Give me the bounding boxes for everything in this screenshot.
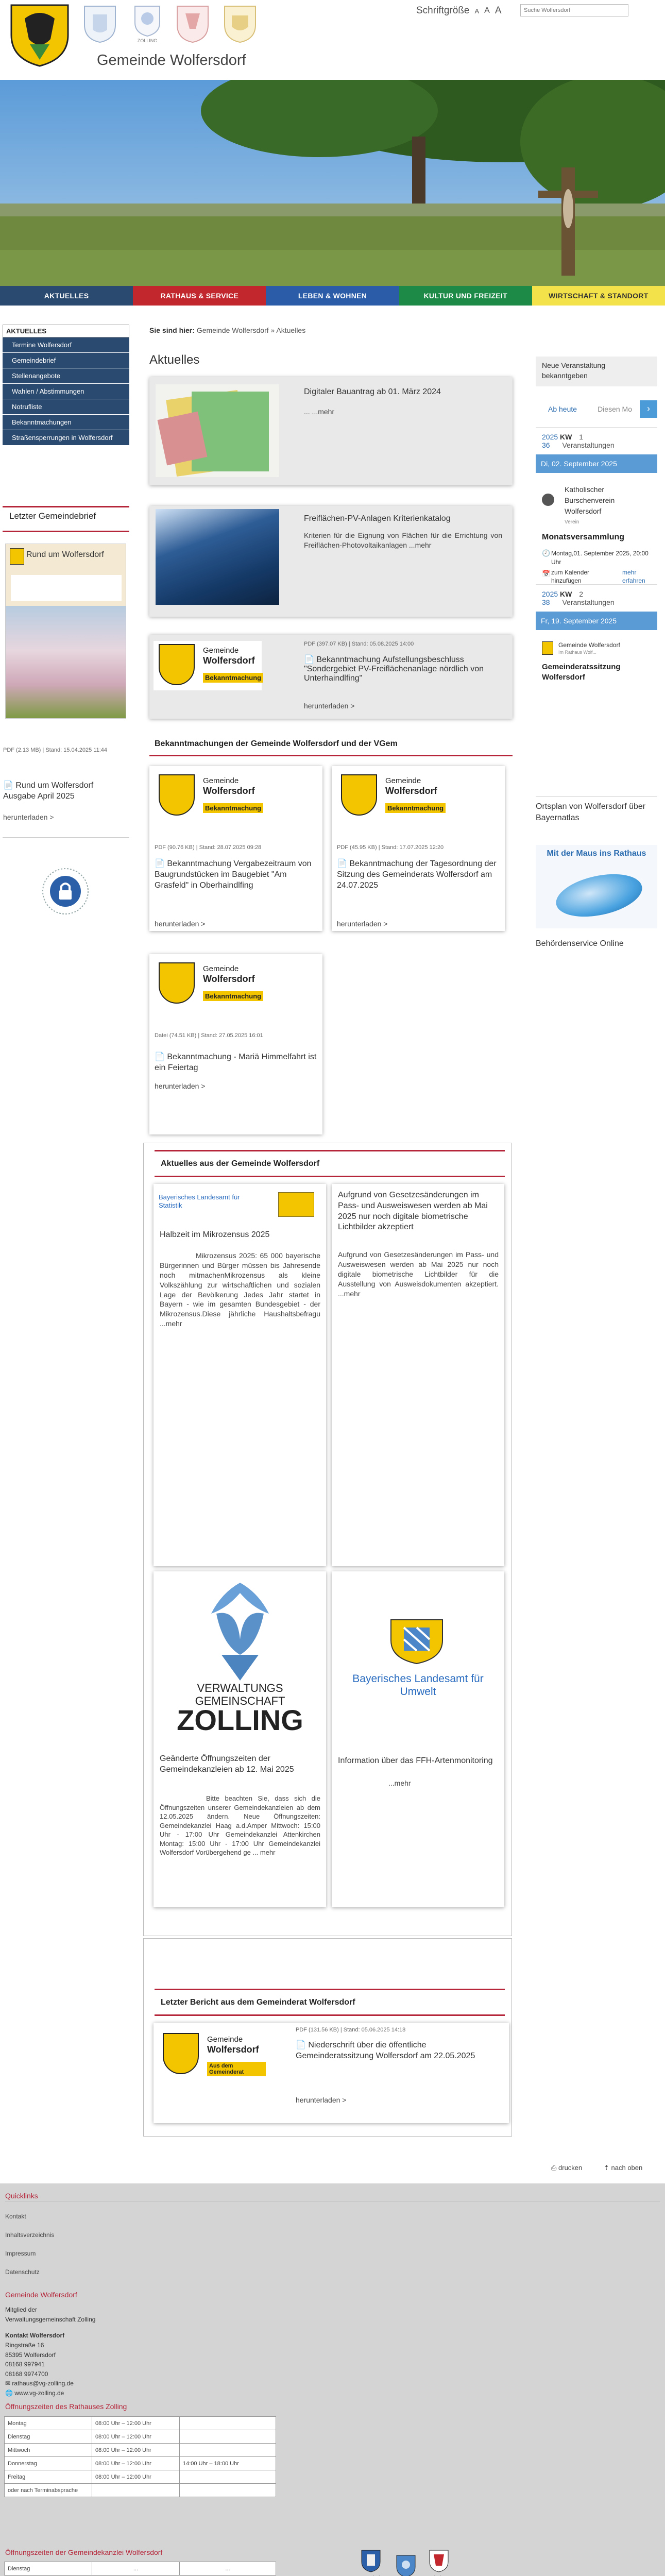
search-input[interactable]	[520, 4, 628, 16]
hours-morning: 08:00 Uhr – 12:00 Uhr	[92, 2470, 180, 2484]
hours-afternoon: ...	[180, 2562, 276, 2575]
bekanntmachung-logo	[154, 771, 262, 821]
zolling-label: ZOLLING	[137, 38, 158, 43]
nav-rathaus-service[interactable]: RATHAUS & SERVICE	[133, 286, 266, 306]
blue-coat-of-arms-icon[interactable]	[82, 4, 117, 44]
nav-leben-wohnen[interactable]: LEBEN & WOHNEN	[266, 286, 399, 306]
vgem-zolling-logo	[160, 1578, 320, 1732]
contact-city: 85395 Wolfersdorf	[5, 2351, 56, 2359]
bekanntmachung-logo	[154, 641, 262, 690]
gemeinderat-logo	[158, 2030, 266, 2081]
calendar-add-icon: 📅	[542, 570, 551, 578]
pdf-icon: 📄	[337, 859, 350, 868]
week-header	[536, 584, 657, 612]
week-count-label: Veranstaltungen	[562, 598, 615, 606]
week-kw: KW	[560, 590, 572, 598]
hours-afternoon	[180, 2484, 276, 2497]
logo-line2: Wolfersdorf	[203, 655, 255, 666]
news-title[interactable]: Halbzeit im Mikrozensus 2025	[160, 1230, 270, 1239]
statistik-logo-text: Bayerisches Landesamt für Statistik	[159, 1193, 240, 1209]
breadcrumb	[149, 326, 305, 334]
church-icon	[542, 494, 554, 506]
gemeindebrief-cover[interactable]	[5, 544, 126, 719]
contact-block	[5, 2341, 74, 2398]
document-title[interactable]	[296, 2040, 497, 2062]
globe-icon: 🌐	[5, 2389, 15, 2397]
vgem-zolling-coat-of-arms-icon[interactable]	[396, 2554, 416, 2576]
gemeinde-logo-icon	[542, 641, 553, 655]
more-info-link[interactable]: mehr erfahren	[622, 569, 645, 584]
news-teaser[interactable]: Aufgrund von Gesetzesänderungen im Pass- und Ausweiswesen werden ab Mai 2025 nur noch digitale biometrische Lichtbilder für die Ausstellung von Ausweisdokumenten akzeptiert. ...mehr	[338, 1250, 499, 1298]
document-title-text: Niederschrift über die öffentliche Gemeinderatssitzung Wolfersdorf am 22.05.2025	[296, 2041, 475, 2060]
hours-day: Freitag	[5, 2470, 92, 2484]
event-organizer-location: Im Rathaus Wolf...	[558, 650, 596, 655]
gemeindebrief-title: Letzter Gemeindebrief	[9, 511, 96, 521]
table-row	[5, 2470, 276, 2484]
table-row	[5, 2562, 276, 2575]
news-card[interactable]	[332, 1571, 504, 1907]
news-title[interactable]: Geänderte Öffnungszeiten der Gemeindekanzleien ab 12. Mai 2025	[160, 1754, 294, 1774]
new-event-box[interactable]	[536, 357, 657, 386]
arrow-up-icon: ⇡	[604, 2164, 611, 2172]
email-icon: ✉	[5, 2380, 12, 2387]
ortsplan-link[interactable]: Ortsplan von Wolfersdorf über Bayernatlas	[536, 802, 646, 822]
contact-title: Kontakt Wolfersdorf	[5, 2332, 65, 2339]
font-large-button[interactable]: A	[495, 5, 502, 16]
document-meta: PDF (397.07 KB) | Stand: 05.08.2025 14:00	[304, 641, 414, 647]
document-meta: PDF (90.76 KB) | Stand: 28.07.2025 09:28	[155, 844, 262, 851]
news-title[interactable]: Digitaler Bauantrag ab 01. März 2024	[304, 387, 441, 396]
logo-tag: Bekanntmachung	[203, 803, 263, 813]
cover-text-block	[11, 575, 122, 601]
hours-day: Dienstag	[5, 2430, 92, 2444]
attenkirchen-coat-of-arms-icon[interactable]	[361, 2549, 381, 2573]
divider	[155, 1150, 505, 1151]
behoerdenservice-link[interactable]: Behördenservice Online	[536, 939, 624, 948]
hours-day: Mittwoch	[5, 2444, 92, 2457]
logo-line2: Wolfersdorf	[203, 786, 255, 796]
breadcrumb-path[interactable]: Gemeinde Wolfersdorf » Aktuelles	[196, 326, 306, 334]
news-card[interactable]	[149, 635, 513, 719]
logo-line2: Wolfersdorf	[207, 2044, 259, 2055]
site-title[interactable]: Gemeinde Wolfersdorf	[97, 52, 246, 69]
document-title[interactable]	[155, 859, 317, 891]
news-card[interactable]	[332, 1184, 504, 1566]
gemeindebrief-link-text: Rund um Wolfersdorf Ausgabe April 2025	[3, 781, 94, 801]
back-to-top-label: nach oben	[611, 2164, 643, 2172]
logo-tag: Aus dem Gemeinderat	[207, 2062, 266, 2076]
event-calendar	[536, 391, 657, 697]
week-year: 2025	[542, 590, 558, 598]
cover-logo	[10, 548, 24, 565]
hero-landscape-image	[0, 80, 665, 286]
font-size-control	[416, 5, 502, 16]
event-organizer: Katholischer Burschenverein Wolfersdorf	[565, 485, 615, 515]
hours-note: oder nach Terminabsprache	[5, 2484, 92, 2497]
event-organizer-type: Verein	[565, 519, 579, 525]
news-teaser[interactable]: Bitte beachten Sie, dass sich die Öffnungszeiten unserer Gemeindekanzleien ab dem 12.05.2025 ändern. Neue Öffnungszeiten: Gemeindekanzlei Haag a.d.Amper Mittwoch: 15:00 Uhr - 17:00 Uhr Gemeindekanzlei Attenkirchen Montag: 15:00 Uhr - 17:00 Uhr Gemeindekanzlei Wolfersdorf Vorübergehend ge ... mehr	[160, 1794, 320, 1857]
hours-morning: 08:00 Uhr – 12:00 Uhr	[92, 2444, 180, 2457]
membership-line: Verwaltungsgemeinschaft Zolling	[5, 2315, 96, 2323]
news-teaser[interactable]: ... ...mehr	[304, 408, 335, 416]
news-title[interactable]: Aufgrund von Gesetzesänderungen im Pass- und Ausweiswesen werden ab Mai 2025 nur noch digitale biometrische Lichtbilder akzeptiert	[338, 1191, 488, 1232]
tab-ab-heute[interactable]: Ab heute	[548, 404, 577, 413]
bekanntmachung-logo	[336, 771, 444, 821]
week-number: 38	[542, 598, 550, 606]
document-title-text: Bekanntmachung Vergabezeitraum von Baugrundstücken im Baugebiet "Am Grasfeld" in Oberhaindlfing	[155, 859, 312, 890]
gold-coat-of-arms-icon[interactable]	[223, 4, 258, 44]
logo-line1: VERWALTUNGS	[197, 1682, 283, 1694]
document-meta: PDF (131.56 KB) | Stand: 05.06.2025 14:18	[296, 2027, 406, 2033]
pdf-icon: 📄	[304, 655, 317, 664]
news-teaser[interactable]: ...mehr	[388, 1779, 411, 1787]
download-link[interactable]: herunterladen >	[337, 920, 388, 928]
divider	[3, 531, 129, 532]
download-link[interactable]: herunterladen >	[155, 1082, 206, 1090]
nav-aktuelles[interactable]: AKTUELLES	[0, 286, 133, 306]
print-label: drucken	[558, 2164, 583, 2172]
tab-diesen-monat[interactable]: Diesen Mo	[598, 404, 632, 413]
event-organizer: Gemeinde Wolfersdorf	[558, 641, 620, 649]
bekanntmachung-card[interactable]	[149, 954, 322, 1134]
mouse-icon	[552, 867, 646, 924]
contact-street: Ringstraße 16	[5, 2342, 44, 2349]
week-count: 2	[579, 590, 584, 598]
membership-line: Mitglied der	[5, 2306, 38, 2313]
divider	[155, 2014, 505, 2016]
bauantrag-image	[156, 384, 279, 477]
clock-icon: 🕗	[542, 549, 551, 557]
document-title[interactable]	[304, 654, 505, 683]
kanzlei-hours-table	[4, 2562, 276, 2575]
red-coat-of-arms-icon[interactable]	[175, 4, 210, 44]
document-title-text: Bekanntmachung der Tagesordnung der Sitzung des Gemeinderats Wolfersdorf am 24.07.2025	[337, 859, 497, 890]
gemeindebrief-download[interactable]: herunterladen >	[3, 813, 54, 821]
statistik-logo	[159, 1192, 319, 1218]
news-card[interactable]	[154, 1571, 326, 1907]
table-row	[5, 2417, 276, 2430]
gemeinde-title: Gemeinde Wolfersdorf	[5, 2291, 77, 2299]
logo-tag: Bekanntmachung	[203, 673, 263, 683]
logo-line1: Gemeinde	[203, 776, 239, 785]
hours-day: Donnerstag	[5, 2457, 92, 2470]
sidebar-item-stellenangebote[interactable]: Stellenangebote	[3, 368, 129, 384]
site-footer	[0, 2183, 665, 2576]
sidebar-item-termine[interactable]: Termine Wolfersdorf	[3, 337, 129, 353]
week-number: 36	[542, 441, 550, 449]
logo-line1: Gemeinde	[385, 776, 421, 785]
pdf-icon: 📄	[155, 859, 167, 868]
event-title[interactable]: Monatsversammlung	[542, 533, 625, 541]
footer-link-impressum[interactable]: Impressum	[5, 2250, 36, 2257]
date-header: Fr, 19. September 2025	[536, 612, 657, 630]
hours-title: Öffnungszeiten des Rathauses Zolling	[5, 2402, 127, 2411]
solar-panel-image	[156, 509, 279, 605]
lfu-logo-text: Bayerisches Landesamt für Umwelt	[352, 1673, 484, 1698]
week-count-label: Veranstaltungen	[562, 441, 615, 449]
logo-line1: Gemeinde	[203, 646, 239, 655]
footer-link-inhaltsverzeichnis[interactable]: Inhaltsverzeichnis	[5, 2231, 55, 2239]
table-row	[5, 2457, 276, 2470]
kanzlei-hours-title: Öffnungszeiten der Gemeindekanzlei Wolfersdorf	[5, 2548, 163, 2556]
hours-afternoon: 14:00 Uhr – 18:00 Uhr	[180, 2457, 276, 2470]
event-item[interactable]	[536, 630, 657, 697]
bekanntmachung-logo	[154, 959, 262, 1009]
hours-morning: ...	[92, 2562, 180, 2575]
logo-line2: GEMEINSCHAFT	[195, 1694, 285, 1707]
divider	[149, 755, 513, 756]
pdf-icon: 📄	[3, 781, 16, 790]
hours-day: Dienstag	[5, 2562, 92, 2575]
calendar-tabs	[536, 391, 657, 428]
sidebar-heading[interactable]: AKTUELLES	[3, 325, 129, 337]
logo-line2: Wolfersdorf	[203, 974, 255, 984]
footer-link-kontakt[interactable]: Kontakt	[5, 2213, 26, 2220]
maus-rathaus-banner[interactable]	[536, 845, 657, 928]
bekanntmachung-card[interactable]	[332, 766, 505, 931]
quicklinks-title: Quicklinks	[5, 2192, 38, 2200]
event-time: Montag,01. September 2025, 20:00 Uhr	[551, 550, 649, 566]
footer-link-datenschutz[interactable]: Datenschutz	[5, 2268, 40, 2276]
membership-text	[5, 2305, 95, 2324]
table-row	[5, 2430, 276, 2444]
page-title: Aktuelles	[149, 353, 200, 367]
sidebar-item-notrufliste[interactable]: Notrufliste	[3, 399, 129, 415]
haag-coat-of-arms-icon[interactable]	[429, 2549, 449, 2573]
nav-wirtschaft-standort[interactable]: WIRTSCHAFT & STANDORT	[532, 286, 665, 306]
sidebar-navigation	[3, 325, 129, 446]
site-header	[0, 0, 665, 80]
hours-afternoon	[180, 2444, 276, 2457]
news-title[interactable]: Information über das FFH-Artenmonitoring	[338, 1756, 493, 1765]
table-row	[5, 2444, 276, 2457]
document-title-text: Bekanntmachung Aufstellungsbeschluss "Sondergebiet PV-Freiflächenanlage nördlich von Unterhaindlfing"	[304, 655, 484, 683]
document-title[interactable]	[155, 1052, 317, 1074]
news-title[interactable]: Freiflächen-PV-Anlagen Kriterienkatalog	[304, 514, 451, 523]
zolling-coat-of-arms-icon[interactable]	[130, 4, 165, 44]
hours-morning: 08:00 Uhr – 12:00 Uhr	[92, 2457, 180, 2470]
new-event-label: Neue Veranstaltung bekanntgeben	[542, 361, 605, 380]
gemeindebrief-meta: PDF (2.13 MB) | Stand: 15.04.2025 11:44	[3, 747, 107, 753]
hours-afternoon	[180, 2470, 276, 2484]
font-size-label: Schriftgröße	[416, 5, 470, 16]
news-card[interactable]	[149, 506, 513, 617]
gemeinderat-card[interactable]	[154, 2023, 509, 2123]
section-title: Aktuelles aus der Gemeinde Wolfersdorf	[161, 1159, 320, 1168]
sidebar-item-wahlen[interactable]: Wahlen / Abstimmungen	[3, 384, 129, 399]
cover-title: Rund um Wolfersdorf	[26, 550, 104, 559]
contact-phone[interactable]: 08168 997941	[5, 2361, 45, 2368]
print-icon: ⎙	[551, 2164, 559, 2172]
nav-kultur-freizeit[interactable]: KULTUR UND FREIZEIT	[399, 286, 532, 306]
wolfersdorf-coat-of-arms-logo[interactable]	[9, 3, 70, 68]
contact-website[interactable]: www.vg-zolling.de	[14, 2389, 64, 2397]
contact-fax: 08168 9974700	[5, 2370, 48, 2378]
add-to-calendar-link[interactable]: zum Kalender hinzufügen	[551, 569, 590, 584]
hours-morning: 08:00 Uhr – 12:00 Uhr	[92, 2430, 180, 2444]
logo-line3: ZOLLING	[177, 1704, 303, 1732]
logo-line1: Gemeinde	[207, 2035, 243, 2044]
bekanntmachung-card[interactable]	[149, 766, 322, 931]
week-header	[536, 428, 657, 454]
logo-line1: Gemeinde	[203, 964, 239, 973]
table-row	[5, 2484, 276, 2497]
back-to-top-link[interactable]	[604, 2164, 642, 2172]
cover-blossom-photo	[6, 606, 126, 718]
divider	[3, 837, 129, 838]
week-year: 2025	[542, 433, 558, 441]
hours-morning	[92, 2484, 180, 2497]
document-title[interactable]	[337, 859, 500, 891]
pdf-icon: 📄	[296, 2041, 309, 2049]
logo-tag: Bekanntmachung	[203, 991, 263, 1001]
logo-line2: Wolfersdorf	[385, 786, 437, 796]
news-teaser[interactable]: Kriterien für die Eignung von Flächen für die Errichtung von Freiflächen-Photovoltaikanlagen ...mehr	[304, 531, 502, 549]
hours-day: Montag	[5, 2417, 92, 2430]
week-count: 1	[579, 433, 584, 441]
hours-morning: 08:00 Uhr – 12:00 Uhr	[92, 2417, 180, 2430]
document-meta: Datei (74.51 KB) | Stand: 27.05.2025 16:01	[155, 1032, 263, 1039]
bavaria-coat-of-arms-icon	[383, 1609, 450, 1666]
font-medium-button[interactable]: A	[484, 6, 490, 15]
divider	[3, 506, 129, 507]
chevron-right-icon[interactable]: ›	[640, 400, 657, 418]
document-meta: PDF (45.95 KB) | Stand: 17.07.2025 12:20	[337, 844, 444, 851]
divider	[155, 1989, 505, 1990]
week-kw: KW	[560, 433, 572, 441]
main-navigation	[0, 286, 665, 306]
event-item[interactable]	[536, 473, 657, 584]
download-link[interactable]: herunterladen >	[155, 920, 206, 928]
hours-afternoon	[180, 2430, 276, 2444]
contact-email[interactable]: rathaus@vg-zolling.de	[12, 2380, 74, 2387]
download-link[interactable]: herunterladen >	[296, 2096, 347, 2104]
lock-badge-icon[interactable]	[40, 866, 91, 917]
download-link[interactable]: herunterladen >	[304, 702, 355, 710]
section-title: Letzter Bericht aus dem Gemeinderat Wolfersdorf	[161, 1998, 355, 2007]
logo-tag: Bekanntmachung	[385, 803, 446, 813]
hours-afternoon	[180, 2417, 276, 2430]
opening-hours-table	[4, 2416, 276, 2497]
divider	[155, 1176, 505, 1177]
date-header: Di, 02. September 2025	[536, 454, 657, 473]
section-title: Bekanntmachungen der Gemeinde Wolfersdorf und der VGem	[155, 739, 398, 748]
news-teaser[interactable]: Mikrozensus 2025: 65 000 bayerische Bürgerinnen und Bürger müssen bis Jahresende noch mitmachenMikrozensus als kleine Volkszählung zur wirtschaftlichen und sozialen Lage der Bevölkerung Jedes Jahr startet in Bayern - wie im gesamten Bundesgebiet - der Mikrozensus.Diese jährliche Haushaltsbefragu ...mehr	[160, 1251, 320, 1328]
news-card[interactable]	[149, 377, 513, 485]
document-icon: 📄	[155, 1053, 167, 1061]
font-small-button[interactable]: A	[474, 7, 480, 15]
print-link[interactable]	[551, 2164, 582, 2172]
sidebar-item-bekanntmachungen[interactable]: Bekanntmachungen	[3, 415, 129, 430]
sidebar-item-strassensperrungen[interactable]: Straßensperrungen in Wolfersdorf	[3, 430, 129, 446]
gemeindebrief-link[interactable]	[3, 781, 122, 802]
maus-banner-title: Mit der Maus ins Rathaus	[547, 849, 646, 858]
breadcrumb-prefix: Sie sind hier:	[149, 326, 195, 334]
event-title[interactable]: Gemeinderatssitzung Wolfersdorf	[542, 663, 621, 682]
document-title-text: Bekanntmachung - Mariä Himmelfahrt ist ein Feiertag	[155, 1053, 317, 1072]
sidebar-item-gemeindebrief[interactable]: Gemeindebrief	[3, 353, 129, 368]
news-card[interactable]	[154, 1184, 326, 1566]
